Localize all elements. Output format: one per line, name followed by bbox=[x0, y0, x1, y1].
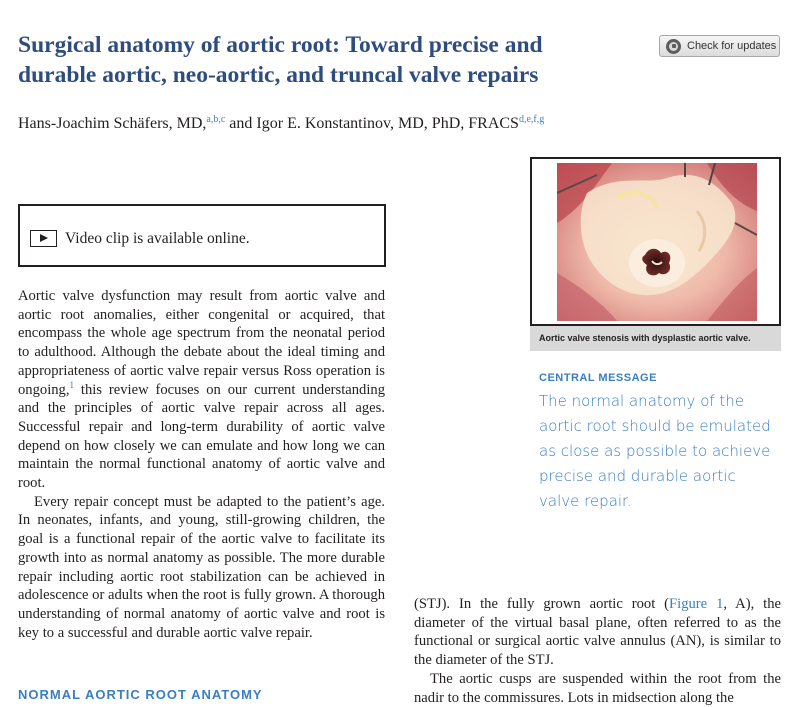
central-message-heading: CENTRAL MESSAGE bbox=[539, 372, 657, 384]
author-connector: and bbox=[225, 115, 257, 132]
aortic-valve-photo bbox=[557, 163, 757, 321]
author-name: Igor E. Konstantinov, MD, PhD, FRACS bbox=[256, 115, 519, 132]
author-list bbox=[18, 114, 544, 134]
video-clip-box[interactable] bbox=[18, 204, 386, 267]
crossmark-icon bbox=[666, 39, 681, 54]
article-title: Surgical anatomy of aortic root: Toward precise and durable aortic, neo-aortic, and truncal valve repairs bbox=[18, 32, 543, 88]
check-for-updates-button[interactable] bbox=[659, 35, 780, 57]
paragraph: The aortic cusps are suspended within the root from the nadir to the commissures. Lots in midsection along the bbox=[414, 670, 781, 706]
central-message-text: The normal anatomy of the aortic root should be emulated as close as possible to achieve precise and durable aortic valve repair. bbox=[539, 392, 771, 510]
video-clip-text: Video clip is available online. bbox=[65, 230, 250, 247]
paragraph-text: , A), the diameter of the virtual basal plane, often referred to as the functional or surgical aortic valve annulus (AN), is similar to the diameter of the STJ. bbox=[414, 596, 781, 669]
paragraph: Every repair concept must be adapted to the patient’s age. In neonates, infants, and young, still-growing children, the goal is a functional repair of the aortic valve to facilitate its growth into as normal anatomy as possible. The more durable repair including aortic root stabilization can be achieved in adolescence or adults when the root is fully grown. A thorough understanding of normal anatomy of aortic valve and root is key to a successful and durable aortic valve repair. bbox=[18, 493, 385, 641]
paragraph-text: (STJ). In the fully grown aortic root ( bbox=[414, 596, 670, 612]
check-for-updates-label: Check for updates bbox=[687, 40, 777, 52]
right-column bbox=[414, 595, 781, 707]
central-figure bbox=[530, 157, 781, 326]
paragraph bbox=[414, 595, 781, 670]
author-name: Hans-Joachim Schäfers, MD, bbox=[18, 115, 207, 132]
figure-caption: Aortic valve stenosis with dysplastic aortic valve. bbox=[530, 326, 781, 351]
paragraph-text: Aortic valve dysfunction may result from aortic valve and aortic root anomalies, either congenital or acquired, that encompass the whole age spectrum from the neonatal period to adulthood. Although the debate about the ideal timing and appropriateness of aortic valve repair versus Ross operation is ongoing, bbox=[18, 288, 385, 398]
affiliation-marks[interactable]: a,b,c bbox=[206, 114, 226, 125]
affiliation-marks[interactable]: d,e,f,g bbox=[518, 114, 545, 125]
figure-link[interactable]: Figure 1 bbox=[669, 596, 724, 612]
section-heading: NORMAL AORTIC ROOT ANATOMY bbox=[18, 687, 263, 702]
play-icon[interactable] bbox=[30, 230, 57, 247]
paragraph bbox=[18, 287, 385, 493]
left-column bbox=[18, 287, 385, 642]
paragraph-text: this review focuses on our current understanding and the principles of aortic valve repair across all ages. Successful repair and long-term durability of aortic valve depend on how closely we can emulate and how long we can maintain the normal functional anatomy of aortic valve and root. bbox=[18, 381, 385, 492]
citation-link[interactable]: 1 bbox=[69, 379, 74, 390]
